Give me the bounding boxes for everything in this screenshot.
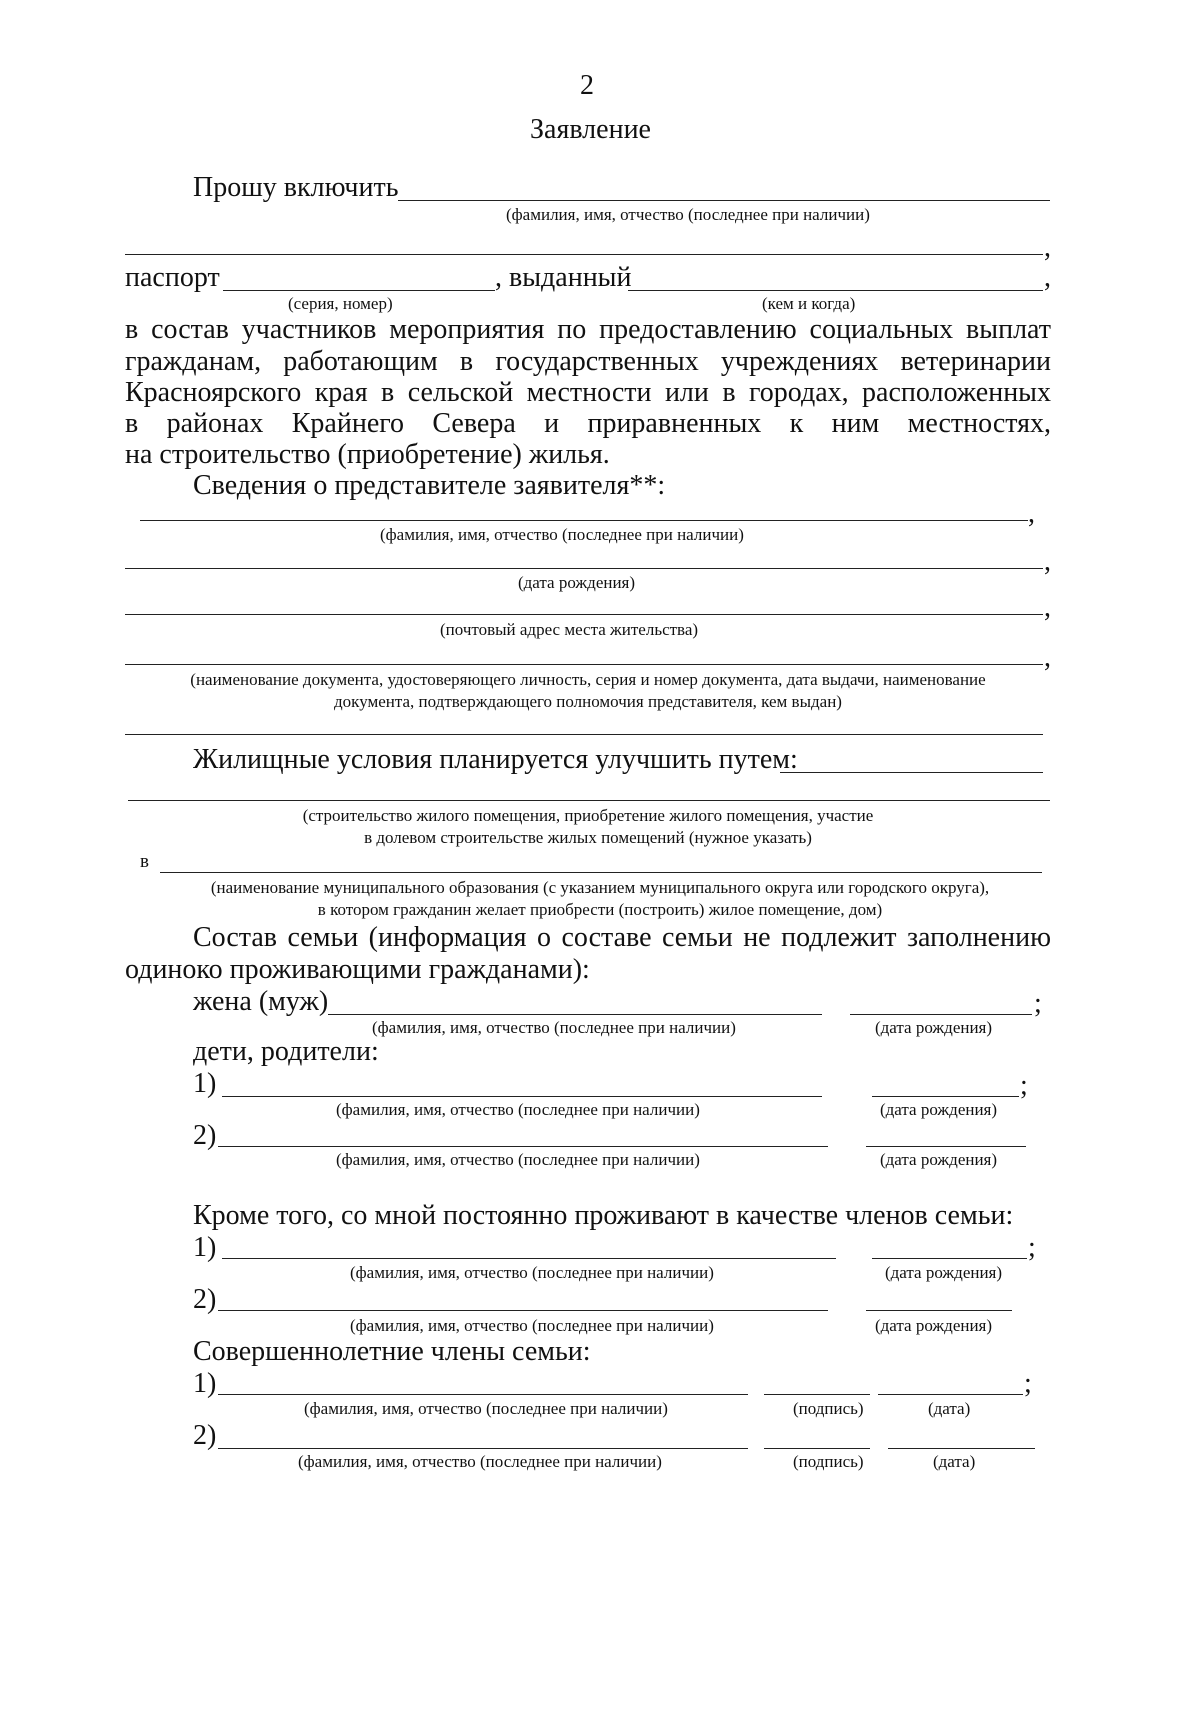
body-line: в районах Крайнего Севера и приравненных к ним местностях,: [125, 408, 1051, 439]
adult-2-signature-caption: (подпись): [793, 1452, 864, 1471]
issued-label: , выданный: [495, 262, 632, 293]
item-number: 1): [193, 1368, 217, 1399]
representative-fio-caption: (фамилия, имя, отчество (последнее при наличии): [380, 525, 744, 544]
semicolon: ;: [1020, 1070, 1028, 1101]
family-heading: одиноко проживающими гражданами):: [125, 954, 590, 985]
child-1-birth-caption: (дата рождения): [880, 1100, 998, 1119]
housing-method-line[interactable]: [780, 772, 1043, 773]
representative-birth-line[interactable]: [125, 568, 1043, 569]
adult-1-name-line[interactable]: [218, 1394, 748, 1395]
adult-2-date-line[interactable]: [888, 1448, 1035, 1449]
municipality-caption: в котором гражданин желает приобрести (построить) жилое помещение, дом): [317, 900, 883, 919]
body-line: гражданам, работающим в государственных учреждениях ветеринарии: [125, 346, 1051, 377]
item-number: 2): [193, 1284, 217, 1315]
spouse-birth-line[interactable]: [850, 1014, 1032, 1015]
body-line: Красноярского края в сельской местности или в городах, расположенных: [125, 377, 1051, 408]
municipality-line[interactable]: [160, 872, 1042, 873]
passport-series-line[interactable]: [223, 290, 495, 291]
representative-document-line[interactable]: [125, 664, 1043, 665]
passport-issued-line[interactable]: [628, 290, 1043, 291]
housing-caption: в долевом строительстве жилых помещений (нужное указать): [364, 828, 812, 847]
representative-document-caption: (наименование документа, удостоверяющего личность, серия и номер документа, дата выдачи, наименование: [190, 670, 986, 689]
representative-address-caption: (почтовый адрес места жительства): [440, 620, 699, 639]
item-number: 1): [193, 1068, 217, 1099]
child-2-name-line[interactable]: [218, 1146, 828, 1147]
page-number: 2: [580, 70, 594, 101]
representative-document-line-2[interactable]: [125, 734, 1043, 735]
family-heading: Состав семьи (информация о составе семьи не подлежит заполнению: [193, 922, 1051, 953]
comma: ,: [1044, 592, 1051, 623]
spouse-fio-caption: (фамилия, имя, отчество (последнее при наличии): [372, 1018, 736, 1037]
adult-2-signature-line[interactable]: [764, 1448, 870, 1449]
adult-1-fio-caption: (фамилия, имя, отчество (последнее при наличии): [304, 1399, 668, 1418]
semicolon: ;: [1024, 1368, 1032, 1399]
representative-fio-line[interactable]: [140, 520, 1028, 521]
housing-caption: (строительство жилого помещения, приобретение жилого помещения, участие: [302, 806, 874, 825]
representative-address-line[interactable]: [125, 614, 1043, 615]
applicant-name-line[interactable]: [398, 200, 1050, 201]
item-number: 2): [193, 1120, 217, 1151]
comma: ,: [1044, 232, 1051, 263]
other-2-name-line[interactable]: [218, 1310, 828, 1311]
body-line: на строительство (приобретение) жилья.: [125, 439, 610, 470]
item-number: 1): [193, 1232, 217, 1263]
other-1-birth-caption: (дата рождения): [885, 1263, 1003, 1282]
other-1-birth-line[interactable]: [872, 1258, 1027, 1259]
applicant-fio-caption: (фамилия, имя, отчество (последнее при наличии): [506, 205, 870, 224]
comma: ,: [1044, 262, 1051, 293]
issued-caption: (кем и когда): [762, 294, 856, 313]
adults-heading: Совершеннолетние члены семьи:: [193, 1336, 591, 1367]
adult-1-date-line[interactable]: [878, 1394, 1023, 1395]
child-1-name-line[interactable]: [222, 1096, 822, 1097]
representative-document-caption: документа, подтверждающего полномочия представителя, кем выдан): [334, 692, 842, 711]
children-label: дети, родители:: [193, 1036, 379, 1067]
child-1-fio-caption: (фамилия, имя, отчество (последнее при наличии): [336, 1100, 700, 1119]
spouse-birth-caption: (дата рождения): [875, 1018, 993, 1037]
representative-heading: Сведения о представителе заявителя**:: [193, 470, 666, 501]
series-caption: (серия, номер): [288, 294, 393, 313]
adult-2-fio-caption: (фамилия, имя, отчество (последнее при наличии): [298, 1452, 662, 1471]
page-title: Заявление: [530, 114, 651, 145]
child-2-birth-line[interactable]: [866, 1146, 1026, 1147]
semicolon: ;: [1034, 988, 1042, 1019]
semicolon: ;: [1028, 1232, 1036, 1263]
adult-1-signature-caption: (подпись): [793, 1399, 864, 1418]
other-1-name-line[interactable]: [222, 1258, 836, 1259]
in-label: в: [140, 851, 149, 872]
adult-1-date-caption: (дата): [928, 1399, 971, 1418]
child-2-birth-caption: (дата рождения): [880, 1150, 998, 1169]
request-label: Прошу включить: [193, 172, 399, 203]
adult-1-signature-line[interactable]: [764, 1394, 870, 1395]
applicant-name-line-2[interactable]: [125, 254, 1043, 255]
spouse-label: жена (муж): [193, 986, 329, 1017]
other-1-fio-caption: (фамилия, имя, отчество (последнее при наличии): [350, 1263, 714, 1282]
representative-birth-caption: (дата рождения): [518, 573, 636, 592]
comma: ,: [1044, 546, 1051, 577]
passport-label: паспорт: [125, 262, 220, 293]
others-heading: Кроме того, со мной постоянно проживают в качестве членов семьи:: [193, 1200, 1014, 1231]
child-1-birth-line[interactable]: [872, 1096, 1019, 1097]
other-2-birth-caption: (дата рождения): [875, 1316, 993, 1335]
comma: ,: [1044, 642, 1051, 673]
housing-label: Жилищные условия планируется улучшить путем:: [193, 744, 798, 775]
adult-2-date-caption: (дата): [933, 1452, 976, 1471]
body-line: в состав участников мероприятия по предоставлению социальных выплат: [125, 314, 1051, 345]
spouse-name-line[interactable]: [328, 1014, 822, 1015]
housing-method-line-2[interactable]: [128, 800, 1050, 801]
municipality-caption: (наименование муниципального образования (с указанием муниципального округа или городского округа),: [210, 878, 990, 897]
other-2-birth-line[interactable]: [866, 1310, 1012, 1311]
other-2-fio-caption: (фамилия, имя, отчество (последнее при наличии): [350, 1316, 714, 1335]
child-2-fio-caption: (фамилия, имя, отчество (последнее при наличии): [336, 1150, 700, 1169]
comma: ,: [1028, 498, 1035, 529]
item-number: 2): [193, 1420, 217, 1451]
adult-2-name-line[interactable]: [218, 1448, 748, 1449]
